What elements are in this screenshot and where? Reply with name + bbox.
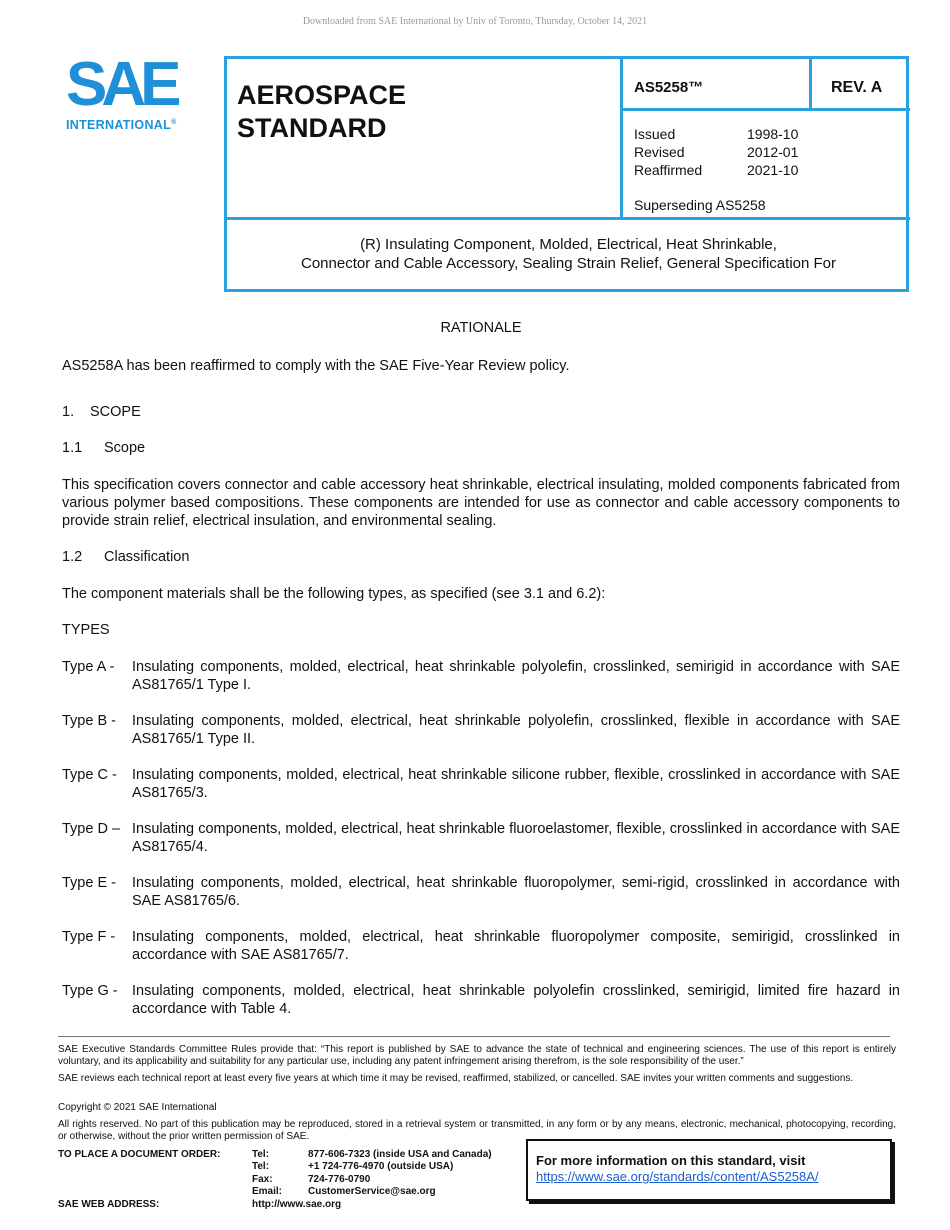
date-history: [634, 125, 798, 179]
standard-header-box: [224, 56, 909, 292]
standard-number: AS5258™: [634, 79, 704, 96]
list-item: Type G - Insulating components, molded, electrical, heat shrinkable polyolefin crosslinked, semirigid, limited fire hazard in accordance with Table 4.: [62, 983, 900, 1017]
section-1-heading: 1. SCOPE: [62, 404, 141, 420]
phone-international[interactable]: +1 724-776-4970 (outside USA): [308, 1161, 454, 1173]
sae-logo: [62, 52, 190, 134]
scope-paragraph: This specification covers connector and cable accessory heat shrinkable, electrical insulating, molded components fabricated from various polymer based compositions. These components are intended for use as connector and cable accessory components to provide strain relief, electrical insulation, and environmental sealing.: [62, 477, 900, 529]
classification-paragraph: The component materials shall be the following types, as specified (see 3.1 and 6.2):: [62, 586, 606, 602]
date-row-reaffirmed: Reaffirmed 2021-10: [634, 162, 799, 178]
logo-mark: SAE: [66, 50, 176, 119]
document-subject: (R) Insulating Component, Molded, Electrical, Heat Shrinkable, Connector and Cable Accessory, Sealing Strain Relief, General Specification For: [301, 236, 836, 272]
web-address-link[interactable]: http://www.sae.org: [252, 1198, 342, 1210]
rights-note: All rights reserved. No part of this publication may be reproduced, stored in a retrieval system or transmitted, in any form or by any means, electronic, mechanical, photocopying, recording, or otherwise, without the prior written permission of SAE.: [58, 1119, 896, 1142]
footer-divider: [58, 1036, 890, 1037]
section-1-1-heading: 1.1 Scope: [62, 440, 146, 456]
date-row-issued: Issued 1998-10: [634, 126, 799, 142]
rationale-text: AS5258A has been reaffirmed to comply with the SAE Five-Year Review policy.: [62, 358, 570, 374]
types-heading: TYPES: [62, 622, 110, 638]
list-item: Type E - Insulating components, molded, electrical, heat shrinkable fluoropolymer, semi-rigid, crosslinked in accordance with SAE AS81765/6.: [62, 875, 900, 909]
types-list: [62, 658, 900, 1036]
rationale-heading: RATIONALE: [440, 320, 522, 336]
list-item: Type D – Insulating components, molded, electrical, heat shrinkable fluoroelastomer, flexible, crosslinked in accordance with SAE AS81765/4.: [62, 821, 900, 855]
download-notice: Downloaded from SAE International by Univ of Toronto, Thursday, October 14, 2021: [302, 16, 648, 27]
review-note: SAE reviews each technical report at least every five years at which time it may be revised, reaffirmed, stabilized, or cancelled. SAE invites your written comments and suggestions.: [58, 1073, 854, 1084]
phone-domestic[interactable]: 877-606-7323 (inside USA and Canada): [308, 1149, 492, 1160]
list-item: Type B - Insulating components, molded, electrical, heat shrinkable polyolefin, crosslinked, flexible in accordance with SAE AS81765/1 Type II.: [62, 713, 900, 747]
fax-number: 724-776-0790: [308, 1173, 371, 1185]
supersedes-note: Superseding AS5258: [634, 197, 766, 213]
date-row-revised: Revised 2012-01: [634, 144, 799, 160]
logo-subtitle: INTERNATIONAL®: [66, 118, 177, 132]
section-1-2-heading: 1.2 Classification: [62, 549, 190, 565]
email-link[interactable]: CustomerService@sae.org: [308, 1186, 436, 1198]
more-info-box: For more information on this standard, visit https://www.sae.org/standards/content/AS5258A/: [526, 1139, 892, 1201]
list-item: Type A - Insulating components, molded, electrical, heat shrinkable polyolefin, crosslinked, semirigid in accordance with SAE AS81765/1 Type I.: [62, 659, 900, 693]
standard-page-link[interactable]: https://www.sae.org/standards/content/AS5258A/: [536, 1169, 819, 1184]
copyright-note: Copyright © 2021 SAE International: [58, 1102, 217, 1113]
committee-rules-note: SAE Executive Standards Committee Rules provide that: “This report is published by SAE to advance the state of technical and engineering sciences. The use of this report is entirely voluntary, and its applicability and suitability for any particular use, including any patent infringement arising therefrom, is the sole responsibility of the user.”: [58, 1044, 896, 1067]
list-item: Type C - Insulating components, molded, electrical, heat shrinkable silicone rubber, flexible, crosslinked in accordance with SAE AS81765/3.: [62, 767, 900, 801]
document-type-title: AEROSPACE STANDARD: [237, 80, 407, 143]
revision-label: REV. A: [831, 79, 883, 96]
order-contacts: TO PLACE A DOCUMENT ORDER: Tel: 877-606-7323 (inside USA and Canada) Tel: +1 724-776-4970 (outside USA) Fax: 724-776-0790 Email: CustomerService@sae.org SAE WEB ADDRESS: http://www.sae.org: [58, 1149, 492, 1210]
list-item: Type F - Insulating components, molded, electrical, heat shrinkable fluoropolymer composite, semirigid, crosslinked in accordance with SAE AS81765/7.: [62, 929, 900, 963]
